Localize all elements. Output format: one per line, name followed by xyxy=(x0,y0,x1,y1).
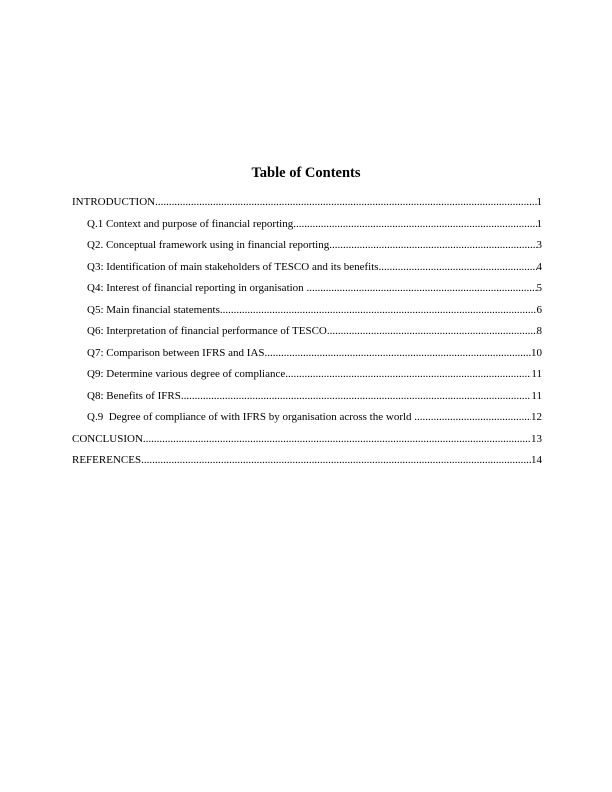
toc-entry-label: Q8: Benefits of IFRS xyxy=(87,389,181,402)
toc-entry-page: 12 xyxy=(531,411,542,423)
toc-dot-leader xyxy=(293,214,536,236)
toc-entry-page: 14 xyxy=(531,454,542,466)
toc-entry-page: 3 xyxy=(536,239,542,251)
toc-dot-leader xyxy=(265,343,531,365)
toc-entry-label: Q6: Interpretation of financial performance of TESCO xyxy=(87,325,327,337)
toc-dot-leader xyxy=(141,450,531,472)
toc-entry-label: Q9: Determine various degree of compliance xyxy=(87,368,286,380)
toc-entry-references[interactable] xyxy=(72,450,542,472)
toc-entry-q4[interactable] xyxy=(72,278,542,300)
toc-dot-leader xyxy=(143,429,531,451)
toc-entry-label: Q.9 Degree of compliance of with IFRS by organisation across the world xyxy=(87,411,415,423)
toc-entry-q3[interactable] xyxy=(72,257,542,279)
toc-entry-page: 4 xyxy=(536,260,542,273)
toc-dot-leader xyxy=(327,321,537,343)
toc-entry-page: 8 xyxy=(536,325,542,337)
toc-entry-q6[interactable] xyxy=(72,321,542,343)
toc-entry-page: 5 xyxy=(536,282,542,294)
toc-entry-q8[interactable] xyxy=(72,386,542,408)
toc-entry-label: Q5: Main financial statements xyxy=(87,303,220,316)
toc-entry-label: Q4: Interest of financial reporting in organisation xyxy=(87,282,307,294)
toc-entry-label: Q.1 Context and purpose of financial reporting xyxy=(87,217,294,230)
toc-entry-page: 1 xyxy=(536,217,542,230)
toc-dot-leader xyxy=(414,407,531,429)
toc-entry-page: 13 xyxy=(531,432,542,445)
toc-dot-leader xyxy=(285,364,531,386)
toc-entry-label: Q7: Comparison between IFRS and IAS xyxy=(87,346,265,359)
toc-dot-leader xyxy=(155,192,536,214)
toc-entry-page: 6 xyxy=(536,303,542,316)
toc-title: Table of Contents xyxy=(251,165,361,181)
toc-entry-page: 10 xyxy=(531,346,542,359)
toc-entry-q1[interactable] xyxy=(72,214,542,236)
toc-entry-conclusion[interactable] xyxy=(72,429,542,451)
toc-dot-leader xyxy=(306,278,536,300)
toc-entry-q2[interactable] xyxy=(72,235,542,257)
toc-entry-label: INTRODUCTION xyxy=(72,196,156,208)
toc-entry-introduction[interactable] xyxy=(72,192,542,214)
toc-dot-leader xyxy=(181,386,532,408)
toc-entry-q5[interactable] xyxy=(72,300,542,322)
toc-entry-label: Q3: Identification of main stakeholders of TESCO and its benefits xyxy=(87,260,379,273)
toc-entry-q7[interactable] xyxy=(72,343,542,365)
toc-entry-page: 11 xyxy=(531,389,542,402)
toc-dot-leader xyxy=(220,300,537,322)
toc-entry-q9-ifrs[interactable] xyxy=(72,407,542,429)
toc-entry-page: 11 xyxy=(531,368,542,380)
toc-entry-q9-compliance[interactable] xyxy=(72,364,542,386)
toc-entry-page: 1 xyxy=(536,196,542,208)
toc-entry-label: REFERENCES xyxy=(72,454,142,466)
toc-list xyxy=(72,192,542,472)
toc-entry-label: CONCLUSION xyxy=(72,432,143,445)
toc-entry-label: Q2. Conceptual framework using in financial reporting xyxy=(87,239,330,251)
toc-dot-leader xyxy=(329,235,536,257)
toc-dot-leader xyxy=(379,257,537,279)
